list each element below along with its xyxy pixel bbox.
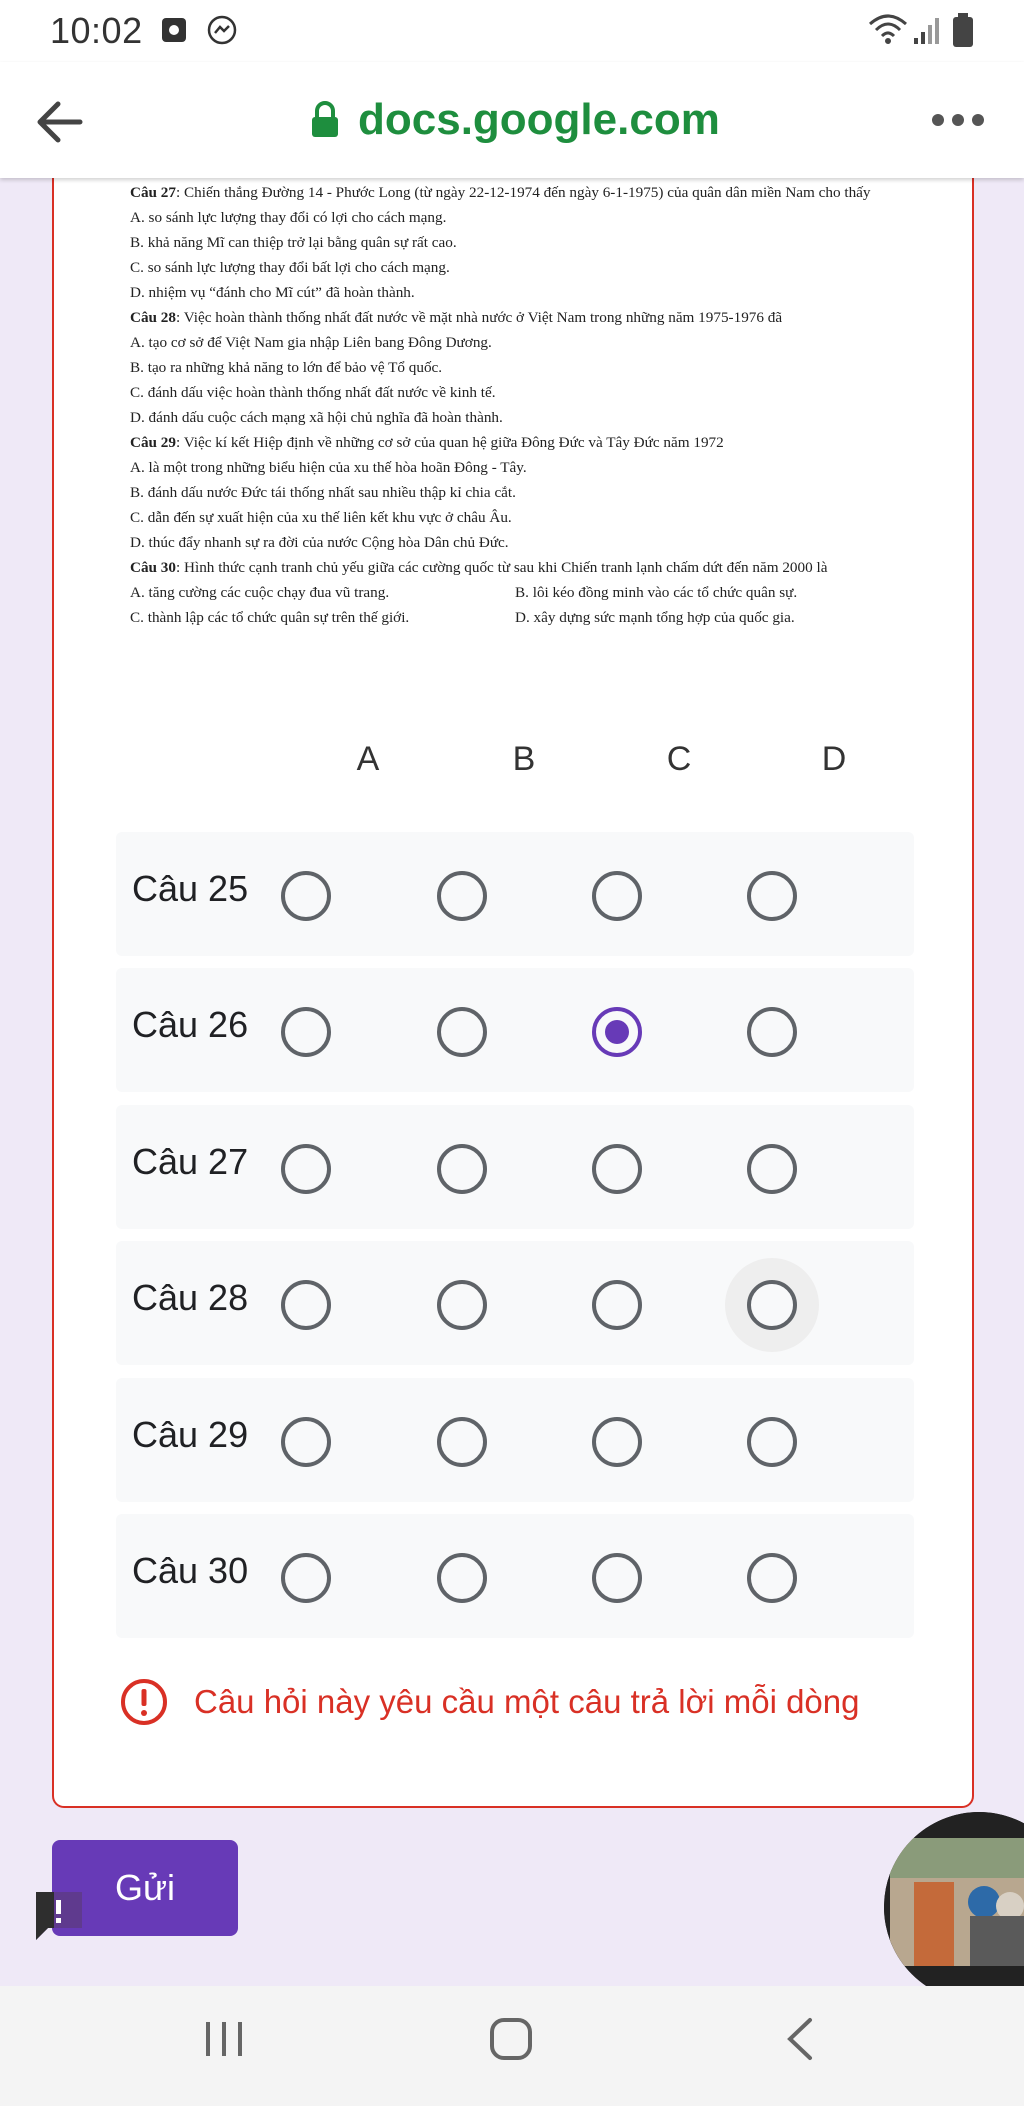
doc-line xyxy=(130,180,920,205)
radio-d[interactable] xyxy=(747,871,797,921)
report-icon[interactable] xyxy=(34,1890,84,1942)
doc-question-number: Câu 30 xyxy=(130,559,176,576)
column-header-d: D xyxy=(821,740,847,778)
row-label: Câu 28 xyxy=(132,1277,249,1318)
url-text: docs.google.com xyxy=(358,95,720,144)
doc-line xyxy=(130,430,920,455)
home-icon[interactable] xyxy=(488,2016,534,2062)
doc-question-number: Câu 28 xyxy=(130,309,176,326)
column-header-c: C xyxy=(666,740,692,778)
doc-line xyxy=(130,505,920,530)
doc-answer-option: C. thành lập các tổ chức quân sự trên thế giới. xyxy=(130,609,410,626)
radio-c[interactable] xyxy=(592,871,642,921)
radio-a[interactable] xyxy=(281,1280,331,1330)
radio-d[interactable] xyxy=(747,1144,797,1194)
doc-line xyxy=(130,280,920,305)
doc-line xyxy=(130,380,920,405)
radio-d[interactable] xyxy=(747,1007,797,1057)
grid-row-cau-29 xyxy=(116,1378,914,1502)
messenger-icon xyxy=(206,14,238,46)
radio-b[interactable] xyxy=(437,1553,487,1603)
radio-d[interactable] xyxy=(747,1280,797,1330)
question-card xyxy=(52,150,974,1808)
status-bar xyxy=(0,0,1024,62)
status-time: 10:02 xyxy=(50,10,143,51)
grid-row-cau-30 xyxy=(116,1514,914,1638)
browser-url-bar xyxy=(0,62,1024,178)
doc-line-text: D. thúc đẩy nhanh sự ra đời của nước Cộng hòa Dân chủ Đức. xyxy=(130,534,509,551)
grid-row-cau-28 xyxy=(116,1241,914,1365)
row-label: Câu 30 xyxy=(132,1550,249,1591)
row-label: Câu 25 xyxy=(132,868,249,909)
doc-line-text: C. so sánh lực lượng thay đổi bất lợi cho cách mạng. xyxy=(130,259,450,276)
radio-b[interactable] xyxy=(437,1280,487,1330)
doc-line xyxy=(130,255,920,280)
radio-c[interactable] xyxy=(592,1280,642,1330)
doc-line-text: : Việc kí kết Hiệp định về những cơ sở của quan hệ giữa Đông Đức và Tây Đức năm 1972 xyxy=(176,434,724,451)
doc-answer-option: A. tăng cường các cuộc chạy đua vũ trang. xyxy=(130,584,390,601)
doc-line-text: : Hình thức cạnh tranh chủ yếu giữa các cường quốc từ sau khi Chiến tranh lạnh chấm dứt đến năm 2000 là xyxy=(176,559,828,576)
radio-a[interactable] xyxy=(281,1553,331,1603)
grid-row-cau-25 xyxy=(116,832,914,956)
wifi-icon xyxy=(868,12,908,46)
doc-line-text: D. nhiệm vụ “đánh cho Mĩ cút” đã hoàn thành. xyxy=(130,284,415,301)
more-icon[interactable] xyxy=(930,112,986,128)
doc-line xyxy=(130,355,920,380)
radio-d[interactable] xyxy=(747,1417,797,1467)
row-label: Câu 26 xyxy=(132,1004,249,1045)
back-arrow-icon[interactable] xyxy=(36,100,84,144)
battery-icon xyxy=(952,12,974,48)
radio-a[interactable] xyxy=(281,1417,331,1467)
doc-line-text: : Chiến thắng Đường 14 - Phước Long (từ ngày 22-12-1974 đến ngày 6-1-1975) của quân dân miền Nam cho thấy xyxy=(176,184,871,201)
radio-b[interactable] xyxy=(437,1144,487,1194)
doc-line-text: B. tạo ra những khả năng to lớn để bảo vệ Tổ quốc. xyxy=(130,359,443,376)
doc-line-text: B. đánh dấu nước Đức tái thống nhất sau nhiều thập kỉ chia cắt. xyxy=(130,484,516,501)
error-message xyxy=(120,1678,860,1726)
doc-line-text: : Việc hoàn thành thống nhất đất nước về mặt nhà nước ở Việt Nam trong những năm 1975-1976 đã xyxy=(176,309,783,326)
doc-line-text: A. là một trong những biểu hiện của xu thế hòa hoãn Đông - Tây. xyxy=(130,459,527,476)
radio-c[interactable] xyxy=(592,1007,642,1057)
video-thumbnail xyxy=(884,1812,1024,2002)
radio-b[interactable] xyxy=(437,1417,487,1467)
doc-line-text: B. khả năng Mĩ can thiệp trở lại bằng quân sự rất cao. xyxy=(130,234,457,251)
screenshot-icon xyxy=(160,16,188,44)
radio-c[interactable] xyxy=(592,1144,642,1194)
error-icon xyxy=(120,1678,168,1726)
doc-line xyxy=(130,230,920,255)
back-nav-icon[interactable] xyxy=(782,2016,818,2062)
grid-row-cau-27 xyxy=(116,1105,914,1229)
doc-question-number: Câu 27 xyxy=(130,184,176,201)
radio-c[interactable] xyxy=(592,1417,642,1467)
grid-column-headers xyxy=(54,740,976,800)
radio-d[interactable] xyxy=(747,1553,797,1603)
submit-button[interactable]: Gửi xyxy=(52,1840,238,1936)
doc-question-number: Câu 29 xyxy=(130,434,176,451)
doc-answer-pair xyxy=(130,580,920,605)
radio-a[interactable] xyxy=(281,871,331,921)
radio-c[interactable] xyxy=(592,1553,642,1603)
doc-line-text: C. dẫn đến sự xuất hiện của xu thế liên kết khu vực ở châu Âu. xyxy=(130,509,512,526)
doc-line xyxy=(130,455,920,480)
doc-answer-option: D. xây dựng sức mạnh tổng hợp của quốc gia. xyxy=(515,609,795,626)
doc-line xyxy=(130,330,920,355)
doc-line xyxy=(130,555,920,580)
column-header-b: B xyxy=(512,740,536,778)
doc-line-text: A. so sánh lực lượng thay đổi có lợi cho cách mạng. xyxy=(130,209,447,226)
doc-line xyxy=(130,205,920,230)
column-header-a: A xyxy=(356,740,380,778)
row-label: Câu 29 xyxy=(132,1414,249,1455)
doc-line-text: C. đánh dấu việc hoàn thành thống nhất đất nước về kinh tế. xyxy=(130,384,496,401)
doc-answer-option: B. lôi kéo đồng minh vào các tổ chức quân sự. xyxy=(515,584,798,601)
url-field[interactable] xyxy=(310,92,720,148)
floating-video-bubble[interactable] xyxy=(884,1812,1024,2002)
doc-line xyxy=(130,405,920,430)
signal-icon xyxy=(912,14,942,46)
doc-line-text: D. đánh dấu cuộc cách mạng xã hội chủ nghĩa đã hoàn thành. xyxy=(130,409,503,426)
doc-line-text: A. tạo cơ sở để Việt Nam gia nhập Liên bang Đông Dương. xyxy=(130,334,492,351)
system-navigation-bar xyxy=(0,1986,1024,2106)
recent-apps-icon[interactable] xyxy=(202,2016,246,2062)
row-label: Câu 27 xyxy=(132,1141,249,1182)
radio-b[interactable] xyxy=(437,871,487,921)
doc-answer-pair xyxy=(130,605,920,630)
grid-row-cau-26 xyxy=(116,968,914,1092)
question-image xyxy=(130,180,920,630)
lock-icon xyxy=(310,101,340,139)
radio-b[interactable] xyxy=(437,1007,487,1057)
doc-line xyxy=(130,305,920,330)
radio-a[interactable] xyxy=(281,1007,331,1057)
doc-line xyxy=(130,530,920,555)
doc-line xyxy=(130,480,920,505)
error-text: Câu hỏi này yêu cầu một câu trả lời mỗi dòng xyxy=(194,1683,860,1720)
radio-a[interactable] xyxy=(281,1144,331,1194)
